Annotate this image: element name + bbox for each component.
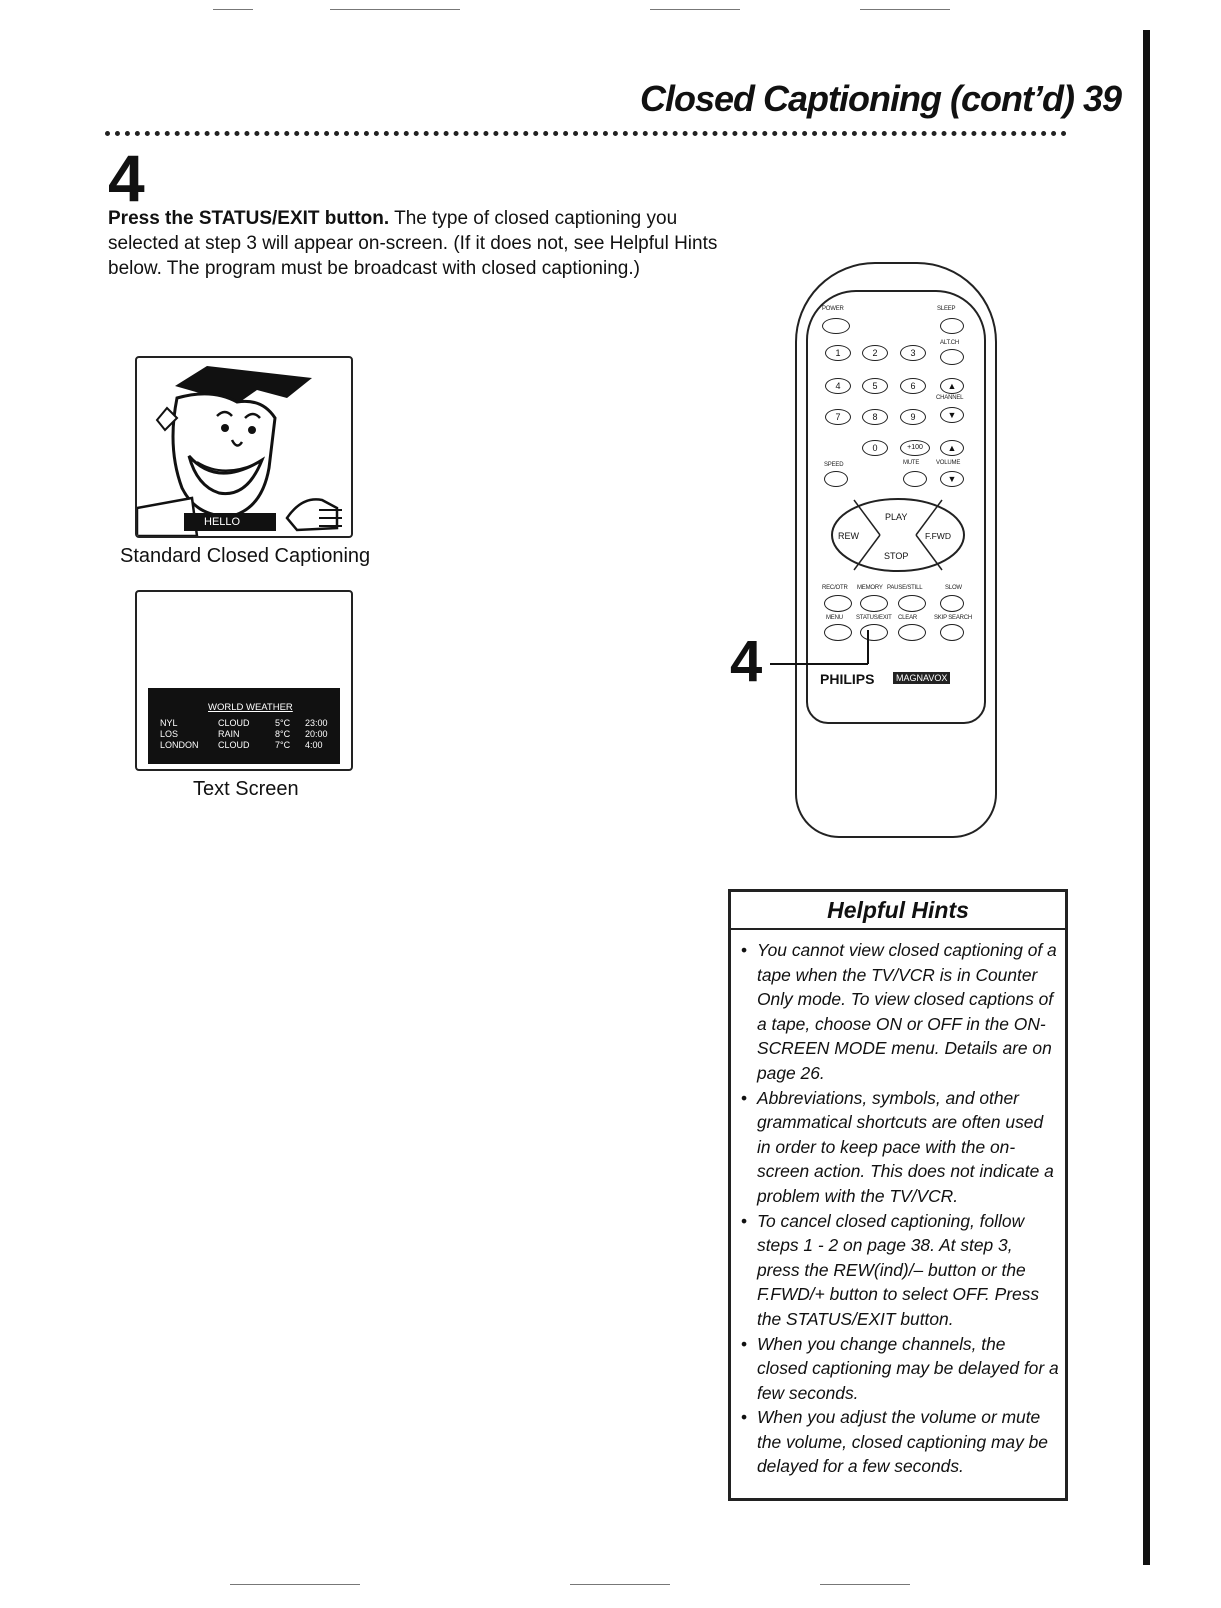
power-label: POWER bbox=[822, 306, 844, 312]
cartoon-man-illustration bbox=[137, 358, 351, 536]
mute-label: MUTE bbox=[903, 460, 920, 466]
weather-city: LOS bbox=[160, 729, 179, 739]
weather-temp: 7°C bbox=[275, 740, 291, 750]
weather-time-col bbox=[305, 718, 328, 751]
channel-up-button[interactable]: ▲ bbox=[940, 378, 964, 394]
hint-item: • To cancel closed captioning, follow steps 1 - 2 on page 38. At step 3, press the REW(ind)/– button or the F.FWD/+ button to select OFF. Press the STATUS/EXIT button. bbox=[741, 1209, 1059, 1332]
volume-down-button[interactable]: ▼ bbox=[940, 471, 964, 487]
weather-heading: WORLD WEATHER bbox=[208, 702, 293, 713]
rec-otr-button[interactable] bbox=[824, 595, 852, 612]
step-bold-text: Press the STATUS/EXIT button. bbox=[108, 208, 390, 229]
digit-9-button[interactable]: 9 bbox=[900, 409, 926, 425]
weather-city: NYL bbox=[160, 718, 178, 728]
step-instructions bbox=[108, 206, 718, 281]
memory-label: MEMORY bbox=[857, 585, 883, 591]
digit-5-button[interactable]: 5 bbox=[862, 378, 888, 394]
play-button[interactable]: PLAY bbox=[885, 512, 908, 522]
slow-label: SLOW bbox=[945, 585, 962, 591]
page-title: Closed Captioning (cont’d) 39 bbox=[640, 78, 1121, 119]
hint-item: • When you adjust the volume or mute the volume, closed captioning may be delayed for a few seconds. bbox=[741, 1405, 1059, 1479]
step-body-text: The type of closed captioning you selected at step 3 will appear on-screen. (If it does not, see Helpful Hints below. The program must be broadcast with closed captioning.) bbox=[108, 208, 718, 279]
ffwd-button[interactable]: F.FWD bbox=[925, 531, 951, 541]
remote-step-marker: 4 bbox=[730, 629, 763, 694]
weather-time: 23:00 bbox=[305, 718, 328, 728]
stop-button[interactable]: STOP bbox=[884, 551, 909, 561]
cc-caption-bar: HELLO bbox=[184, 513, 276, 531]
pause-still-label: PAUSE/STILL bbox=[887, 585, 923, 591]
helpful-hints-box bbox=[728, 889, 1068, 1501]
speed-label: SPEED bbox=[824, 462, 844, 468]
scan-artifact-top-4 bbox=[860, 9, 950, 10]
scan-artifact-top-1 bbox=[213, 9, 253, 10]
scan-artifact-top-3 bbox=[650, 9, 740, 10]
weather-condition: CLOUD bbox=[218, 718, 250, 728]
plus-100-button[interactable]: +100 bbox=[900, 440, 930, 456]
clear-label: CLEAR bbox=[898, 615, 918, 621]
weather-temp: 8°C bbox=[275, 729, 291, 739]
status-exit-label: STATUS/EXIT bbox=[856, 615, 892, 621]
weather-time: 4:00 bbox=[305, 740, 323, 750]
scan-artifact-bottom-1 bbox=[230, 1584, 360, 1585]
rec-otr-label: REC/OTR bbox=[822, 585, 848, 591]
digit-1-button[interactable]: 1 bbox=[825, 345, 851, 361]
digit-7-button[interactable]: 7 bbox=[825, 409, 851, 425]
alt-ch-button[interactable] bbox=[940, 349, 964, 365]
pause-still-button[interactable] bbox=[898, 595, 926, 612]
slow-button[interactable] bbox=[940, 595, 964, 612]
weather-city-col bbox=[160, 718, 199, 751]
weather-text-box bbox=[148, 688, 340, 764]
scan-edge-bar bbox=[1143, 30, 1150, 1565]
weather-time: 20:00 bbox=[305, 729, 328, 739]
standard-cc-caption: Standard Closed Captioning bbox=[120, 545, 371, 567]
digit-4-button[interactable]: 4 bbox=[825, 378, 851, 394]
digit-2-button[interactable]: 2 bbox=[862, 345, 888, 361]
power-button[interactable] bbox=[822, 318, 850, 334]
weather-condition: CLOUD bbox=[218, 740, 250, 750]
hint-item: • You cannot view closed captioning of a tape when the TV/VCR is in Counter Only mode. To view closed captions of a tape, choose ON or OFF in the ON-SCREEN MODE menu. Details are on page 26. bbox=[741, 938, 1059, 1086]
standard-cc-screen bbox=[135, 356, 353, 538]
hint-item: • Abbreviations, symbols, and other grammatical shortcuts are often used in order to keep pace with the on-screen action. This does not indicate a problem with the TV/VCR. bbox=[741, 1086, 1059, 1209]
clear-button[interactable] bbox=[898, 624, 926, 641]
remote-brand-magnavox: MAGNAVOX bbox=[893, 672, 950, 684]
dotted-divider bbox=[105, 131, 1067, 136]
memory-button[interactable] bbox=[860, 595, 888, 612]
hints-list bbox=[731, 938, 1065, 1479]
skip-search-button[interactable] bbox=[940, 624, 964, 641]
weather-condition: RAIN bbox=[218, 729, 240, 739]
scan-artifact-bottom-3 bbox=[820, 1584, 910, 1585]
weather-temp-col bbox=[275, 718, 290, 751]
step-number: 4 bbox=[108, 141, 145, 215]
alt-ch-label: ALT.CH bbox=[940, 340, 960, 346]
rew-button[interactable]: REW bbox=[838, 531, 859, 541]
menu-label: MENU bbox=[826, 615, 843, 621]
volume-label: VOLUME bbox=[936, 460, 961, 466]
weather-condition-col bbox=[218, 718, 250, 751]
scan-artifact-bottom-2 bbox=[570, 1584, 670, 1585]
weather-city: LONDON bbox=[160, 740, 199, 750]
speed-button[interactable] bbox=[824, 471, 848, 487]
remote-brand-philips: PHILIPS bbox=[820, 671, 875, 687]
channel-down-button[interactable]: ▼ bbox=[940, 407, 964, 423]
weather-temp: 5°C bbox=[275, 718, 291, 728]
sleep-button[interactable] bbox=[940, 318, 964, 334]
hint-item: • When you change channels, the closed captioning may be delayed for a few seconds. bbox=[741, 1332, 1059, 1406]
mute-button[interactable] bbox=[903, 471, 927, 487]
digit-8-button[interactable]: 8 bbox=[862, 409, 888, 425]
skip-search-label: SKIP SEARCH bbox=[934, 615, 973, 621]
helpful-hints-title: Helpful Hints bbox=[731, 892, 1065, 930]
sleep-label: SLEEP bbox=[937, 306, 956, 312]
step-pointer-line bbox=[770, 628, 880, 668]
digit-3-button[interactable]: 3 bbox=[900, 345, 926, 361]
digit-6-button[interactable]: 6 bbox=[900, 378, 926, 394]
channel-label: CHANNEL bbox=[936, 395, 964, 401]
scan-artifact-top-2 bbox=[330, 9, 460, 10]
text-screen-caption: Text Screen bbox=[193, 778, 299, 800]
volume-up-button[interactable]: ▲ bbox=[940, 440, 964, 456]
digit-0-button[interactable]: 0 bbox=[862, 440, 888, 456]
